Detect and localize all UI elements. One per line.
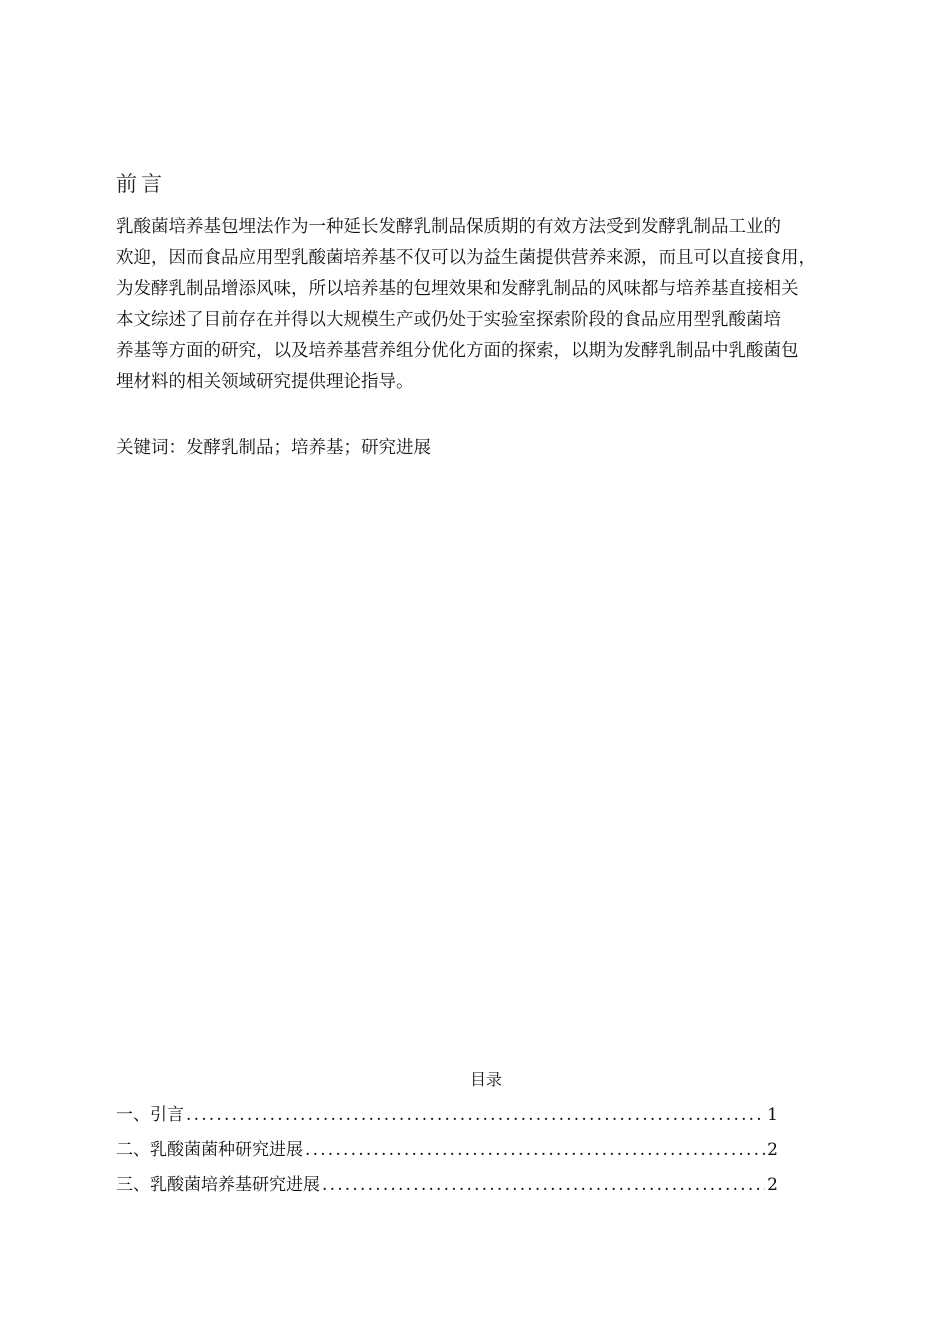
- table-of-contents: [116, 1098, 778, 1203]
- keywords: 关键词：发酵乳制品；培养基；研究进展: [116, 438, 431, 458]
- toc-entry-page: 2: [767, 1140, 778, 1160]
- toc-entry-page: 1: [767, 1105, 778, 1125]
- abstract-line: 养基等方面的研究，以及培养基营养组分优化方面的探索，以期为发酵乳制品中乳酸菌包: [116, 341, 799, 361]
- abstract-paragraph: [116, 212, 860, 398]
- toc-entry[interactable]: [116, 1168, 778, 1203]
- toc-entry-page: 2: [767, 1175, 778, 1195]
- toc-entry-label: 一、引言: [116, 1105, 184, 1125]
- abstract-line: 欢迎，因而食品应用型乳酸菌培养基不仅可以为益生菌提供营养来源，而且可以直接食用，: [116, 248, 816, 268]
- toc-leader-dots: [186, 1098, 765, 1133]
- abstract-line: 埋材料的相关领域研究提供理论指导。: [116, 372, 414, 392]
- toc-entry-label: 二、乳酸菌菌种研究进展: [116, 1140, 303, 1160]
- toc-leader-dots: [322, 1168, 765, 1203]
- toc-entry[interactable]: [116, 1133, 778, 1168]
- toc-entry-label: 三、乳酸菌培养基研究进展: [116, 1175, 320, 1195]
- toc-leader-dots: [305, 1133, 765, 1168]
- preface-title: 前言: [116, 172, 166, 196]
- abstract-line: 乳酸菌培养基包埋法作为一种延长发酵乳制品保质期的有效方法受到发酵乳制品工业的: [116, 217, 781, 237]
- toc-entry[interactable]: [116, 1098, 778, 1133]
- abstract-line: 本文综述了目前存在并得以大规模生产或仍处于实验室探索阶段的食品应用型乳酸菌培: [116, 310, 781, 330]
- toc-title: 目录: [469, 1070, 502, 1089]
- abstract-line: 为发酵乳制品增添风味，所以培养基的包埋效果和发酵乳制品的风味都与培养基直接相关: [116, 279, 799, 299]
